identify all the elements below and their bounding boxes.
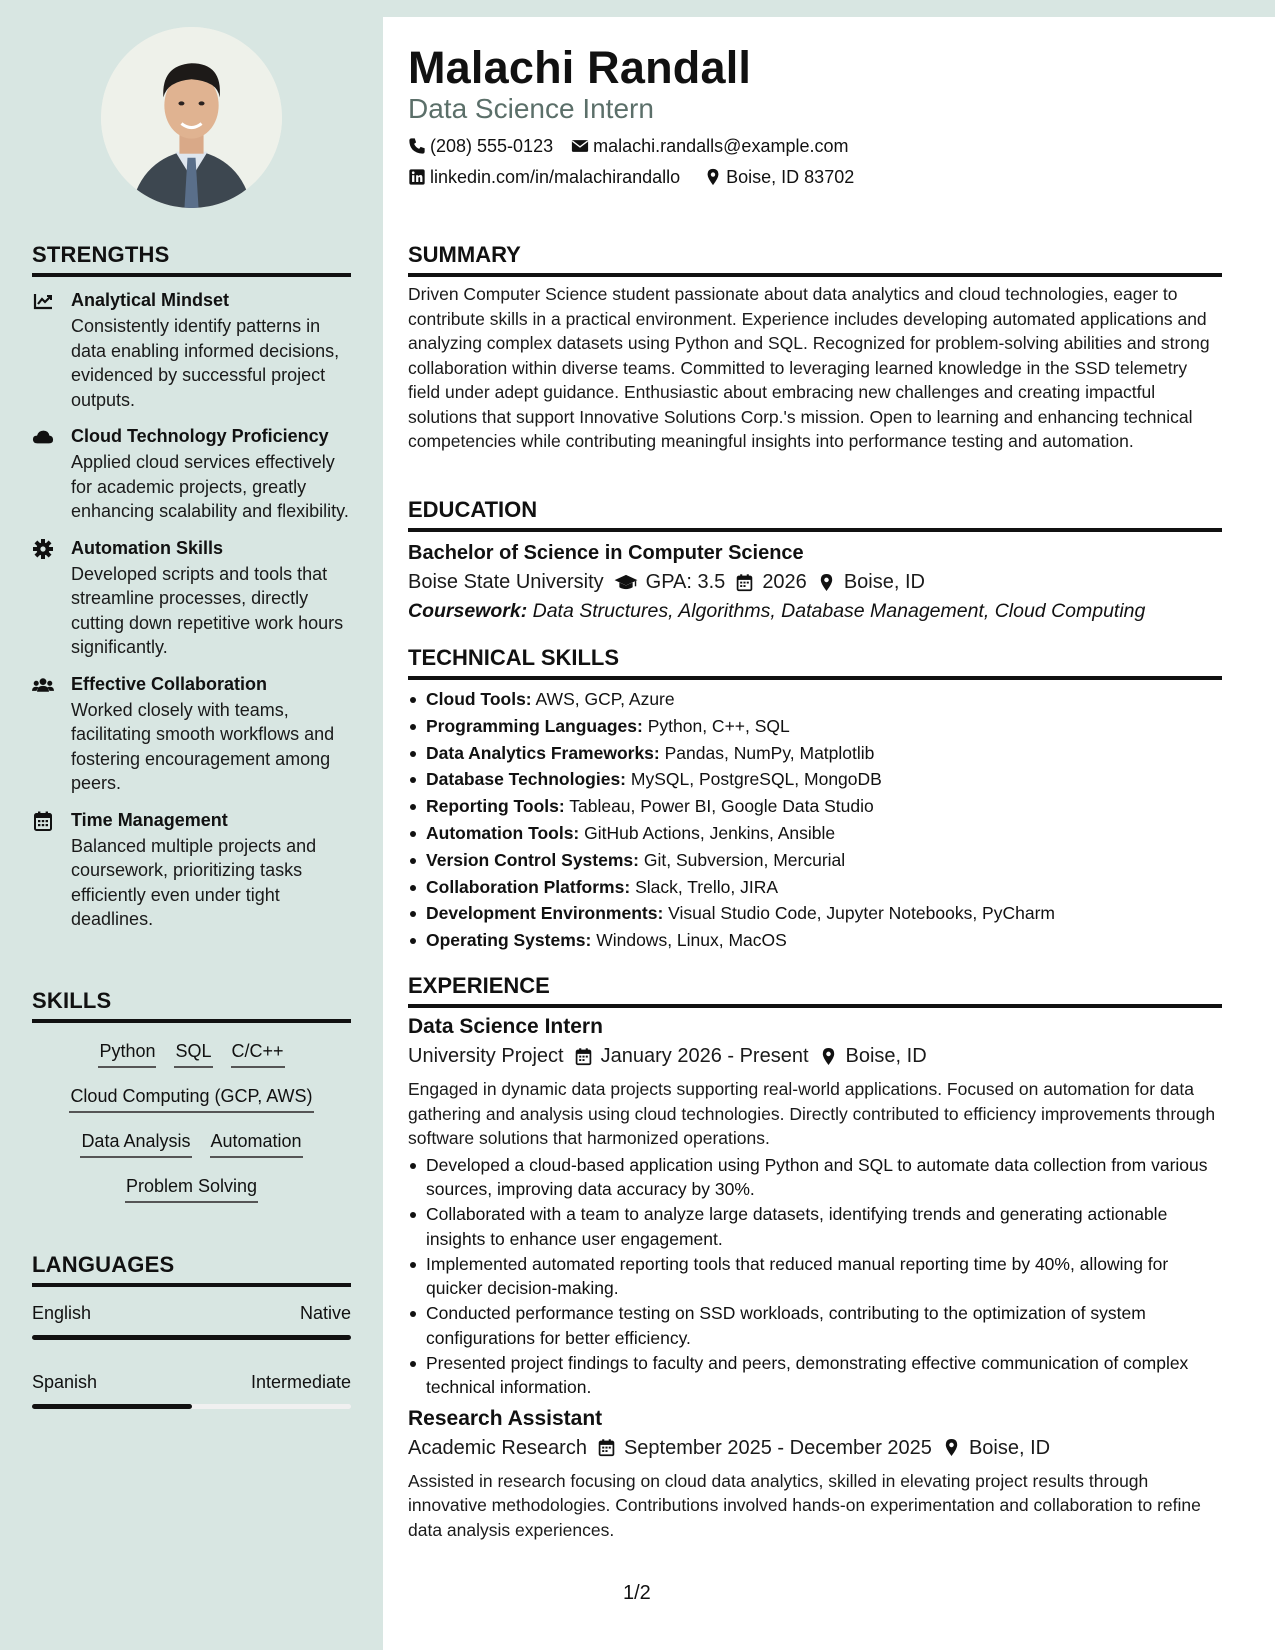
- skill-category: Programming Languages:: [426, 715, 643, 736]
- skills-section: [32, 988, 351, 1211]
- graduation-cap-icon: [614, 573, 638, 592]
- strength-desc: Worked closely with teams, facilitating smooth workflows and fostering encouragement among peers.: [71, 699, 335, 793]
- users-icon: [32, 675, 54, 695]
- phone-icon: [408, 137, 426, 155]
- school-location: [817, 569, 925, 595]
- map-pin-icon: [819, 1047, 838, 1066]
- strength-desc: Developed scripts and tools that streamline processes, directly cutting down repetitive work hours significantly.: [71, 563, 344, 657]
- job-dates: [574, 1043, 809, 1069]
- list-item: [408, 847, 1222, 874]
- gpa-text: GPA: 3.5: [645, 571, 726, 593]
- job-location-text: Boise, ID: [968, 1436, 1051, 1459]
- skill-values: Visual Studio Code, Jupyter Notebooks, PyCharm: [668, 903, 1055, 924]
- list-item: [408, 874, 1222, 901]
- list-item: [408, 927, 1222, 954]
- skill-values: AWS, GCP, Azure: [535, 689, 675, 709]
- education-meta: [408, 569, 1222, 595]
- email-link[interactable]: malachi.randalls@example.com: [593, 136, 849, 156]
- job-summary: Engaged in dynamic data projects supporting real-world applications. Focused on automation for data gathering and analysis using cloud technologies. Directly contributed to efficiency improvements through software solutions that harmonized operations.: [408, 1079, 1216, 1148]
- list-item: [408, 713, 1222, 740]
- strength-desc: Consistently identify patterns in data enabling informed decisions, evidenced by successful project outputs.: [71, 316, 340, 410]
- language-level: Intermediate: [250, 1372, 351, 1392]
- sidebar: [0, 0, 383, 1650]
- job-entry: [408, 1014, 1222, 1400]
- profile-photo-image: [101, 27, 282, 208]
- strengths-title: STRENGTHS: [32, 242, 351, 277]
- technical-skills-title: TECHNICAL SKILLS: [408, 645, 1222, 680]
- job-bullets: [408, 1153, 1222, 1400]
- language-item: [32, 1370, 351, 1409]
- skill-category: Development Environments:: [426, 903, 664, 924]
- job-org: University Project: [408, 1045, 564, 1067]
- job-summary: Assisted in research focusing on cloud data analytics, skilled in elevating project results through innovative methodologies. Contributions involved hands-on experimentation and collaboration to refine data analysis experiences.: [408, 1470, 1201, 1540]
- skill-values: Git, Subversion, Mercurial: [643, 849, 846, 870]
- skill-row: [32, 1031, 351, 1076]
- skill-tag: Problem Solving: [125, 1174, 258, 1203]
- job-title: Research Assistant: [408, 1406, 603, 1430]
- candidate-name: Malachi Randall: [408, 42, 752, 93]
- skills-title: SKILLS: [32, 988, 351, 1023]
- languages-section: [32, 1252, 351, 1409]
- job-dates-text: September 2025 - December 2025: [623, 1436, 932, 1459]
- strength-desc: Applied cloud services effectively for academic projects, greatly enhancing scalability and flexibility.: [71, 452, 349, 521]
- technical-skills-list: [408, 686, 1222, 954]
- skill-row: [32, 1121, 351, 1166]
- skill-values: GitHub Actions, Jenkins, Ansible: [584, 822, 836, 843]
- summary-title: SUMMARY: [408, 242, 1222, 277]
- linkedin-contact[interactable]: [408, 166, 680, 188]
- skill-row: [32, 1166, 351, 1211]
- job-dates: [597, 1435, 932, 1461]
- experience-section: [408, 973, 1222, 1542]
- contact-line: [408, 135, 848, 157]
- list-item: [408, 793, 1222, 820]
- list-item: Developed a cloud-based application using Python and SQL to automate data collection from various sources, improving data accuracy by 30%.: [408, 1153, 1222, 1202]
- strengths-section: [32, 242, 351, 932]
- skill-values: Pandas, NumPy, Matplotlib: [664, 742, 875, 763]
- chart-line-icon: [32, 291, 54, 311]
- strength-title: Effective Collaboration: [71, 673, 268, 694]
- skill-category: Cloud Tools:: [426, 689, 532, 709]
- strength-item: [32, 673, 351, 796]
- main-content: [383, 17, 1275, 1650]
- skill-values: Python, C++, SQL: [647, 715, 790, 736]
- skill-category: Version Control Systems:: [426, 849, 639, 870]
- language-proficiency-fill: [32, 1335, 351, 1340]
- skill-tag: SQL: [174, 1039, 212, 1068]
- calendar-icon: [574, 1047, 593, 1066]
- strength-title: Cloud Technology Proficiency: [71, 426, 329, 446]
- location-contact: [704, 166, 854, 188]
- summary-section: [408, 242, 1222, 454]
- job-meta: [408, 1043, 1222, 1069]
- linkedin-icon: [408, 168, 426, 186]
- education-title: EDUCATION: [408, 497, 1222, 532]
- grad-year: 2026: [762, 571, 807, 593]
- education-section: [408, 497, 1222, 624]
- coursework-text: Data Structures, Algorithms, Database Management, Cloud Computing: [532, 600, 1146, 622]
- page-indicator: 1/2: [623, 1582, 651, 1604]
- envelope-icon: [571, 137, 589, 155]
- coursework-label: Coursework:: [408, 600, 528, 622]
- coursework: [408, 598, 1222, 624]
- job-location: [942, 1435, 1050, 1461]
- calendar-icon: [735, 573, 754, 592]
- strength-item: [32, 537, 351, 660]
- skill-category: Reporting Tools:: [426, 796, 565, 817]
- experience-title: EXPERIENCE: [408, 973, 1222, 1008]
- calendar-icon: [597, 1438, 616, 1457]
- skill-category: Operating Systems:: [426, 930, 592, 951]
- calendar-icon: [32, 811, 54, 831]
- language-name: Spanish: [32, 1372, 98, 1392]
- grad-year-info: [735, 569, 807, 595]
- strength-item: [32, 809, 351, 932]
- degree-title: Bachelor of Science in Computer Science: [408, 542, 804, 564]
- strength-item: [32, 289, 351, 412]
- profile-photo: [101, 27, 282, 208]
- list-item: Implemented automated reporting tools that reduced manual reporting time by 40%, allowing for quicker decision-making.: [408, 1252, 1222, 1301]
- strength-desc: Balanced multiple projects and coursework, prioritizing tasks efficiently even under tight deadlines.: [71, 835, 317, 929]
- map-pin-icon: [704, 168, 722, 186]
- skill-category: Collaboration Platforms:: [426, 876, 631, 897]
- gear-icon: [32, 539, 54, 559]
- phone-contact: [408, 135, 553, 157]
- skill-category: Data Analytics Frameworks:: [426, 742, 660, 763]
- technical-skills-section: [408, 645, 1222, 954]
- language-proficiency-bar: [32, 1404, 351, 1409]
- skill-list: [32, 1031, 351, 1211]
- language-level: Native: [299, 1303, 351, 1323]
- list-item: Collaborated with a team to analyze large datasets, identifying trends and generating actionable insights to enhance user engagement.: [408, 1202, 1222, 1251]
- strength-item: [32, 425, 351, 524]
- skill-values: Tableau, Power BI, Google Data Studio: [569, 796, 874, 817]
- skill-values: Slack, Trello, JIRA: [635, 876, 779, 897]
- strength-title: Automation Skills: [71, 537, 224, 558]
- language-proficiency-bar: [32, 1335, 351, 1340]
- language-proficiency-fill: [32, 1404, 192, 1409]
- skill-tag: Automation: [210, 1129, 303, 1158]
- list-item: [408, 766, 1222, 793]
- linkedin-link[interactable]: linkedin.com/in/malachirandallo: [430, 167, 681, 187]
- email-contact[interactable]: [571, 135, 848, 157]
- map-pin-icon: [942, 1438, 961, 1457]
- cloud-icon: [32, 427, 54, 447]
- skill-tag: C/C++: [231, 1039, 285, 1068]
- strength-title: Analytical Mindset: [71, 290, 230, 310]
- skill-row: [32, 1076, 351, 1121]
- list-item: Conducted performance testing on SSD workloads, contributing to the optimization of system configurations for better efficiency.: [408, 1301, 1222, 1350]
- skill-tag: Cloud Computing (GCP, AWS): [69, 1084, 313, 1113]
- skill-category: Database Technologies:: [426, 769, 627, 790]
- skill-values: Windows, Linux, MacOS: [596, 930, 787, 951]
- candidate-role: Data Science Intern: [408, 93, 654, 124]
- school-location-text: Boise, ID: [843, 571, 925, 593]
- language-item: [32, 1301, 351, 1340]
- map-pin-icon: [817, 573, 836, 592]
- school-name: Boise State University: [408, 571, 604, 593]
- skill-values: MySQL, PostgreSQL, MongoDB: [630, 769, 882, 790]
- phone-text: (208) 555-0123: [430, 136, 554, 156]
- skill-tag: Data Analysis: [80, 1129, 191, 1158]
- list-item: [408, 900, 1222, 927]
- list-item: [408, 686, 1222, 713]
- gpa-info: [614, 569, 726, 595]
- job-entry: [408, 1406, 1222, 1543]
- list-item: [408, 740, 1222, 767]
- strength-title: Time Management: [71, 809, 228, 830]
- language-name: English: [32, 1303, 92, 1323]
- list-item: Presented project findings to faculty and peers, demonstrating effective communication of complex technical information.: [408, 1351, 1222, 1400]
- job-location: [819, 1043, 927, 1069]
- location-text: Boise, ID 83702: [726, 167, 855, 187]
- job-meta: [408, 1435, 1222, 1461]
- job-dates-text: January 2026 - Present: [600, 1045, 809, 1067]
- skill-category: Automation Tools:: [426, 822, 580, 843]
- list-item: [408, 820, 1222, 847]
- skill-tag: Python: [98, 1039, 156, 1068]
- job-title: Data Science Intern: [408, 1015, 603, 1038]
- contact-line: [408, 166, 854, 188]
- job-location-text: Boise, ID: [845, 1045, 927, 1067]
- job-org: Academic Research: [408, 1436, 587, 1459]
- languages-title: LANGUAGES: [32, 1252, 351, 1287]
- summary-text: Driven Computer Science student passionate about data analytics and cloud technologies, eager to contribute skills in a practical environment. Experience includes developing automated applications and analyzing complex datasets using Python and SQL. Recognized for problem-solving abilities and strong collaboration within diverse teams. Committed to leveraging learned knowledge in the SSD telemetry field under adept guidance. Enthusiastic about embracing new challenges and creating impactful solutions that support Innovative Solutions Corp.'s mission. Open to learning and enhancing technical competencies while contributing meaningful insights into performance testing and automation.: [408, 284, 1210, 451]
